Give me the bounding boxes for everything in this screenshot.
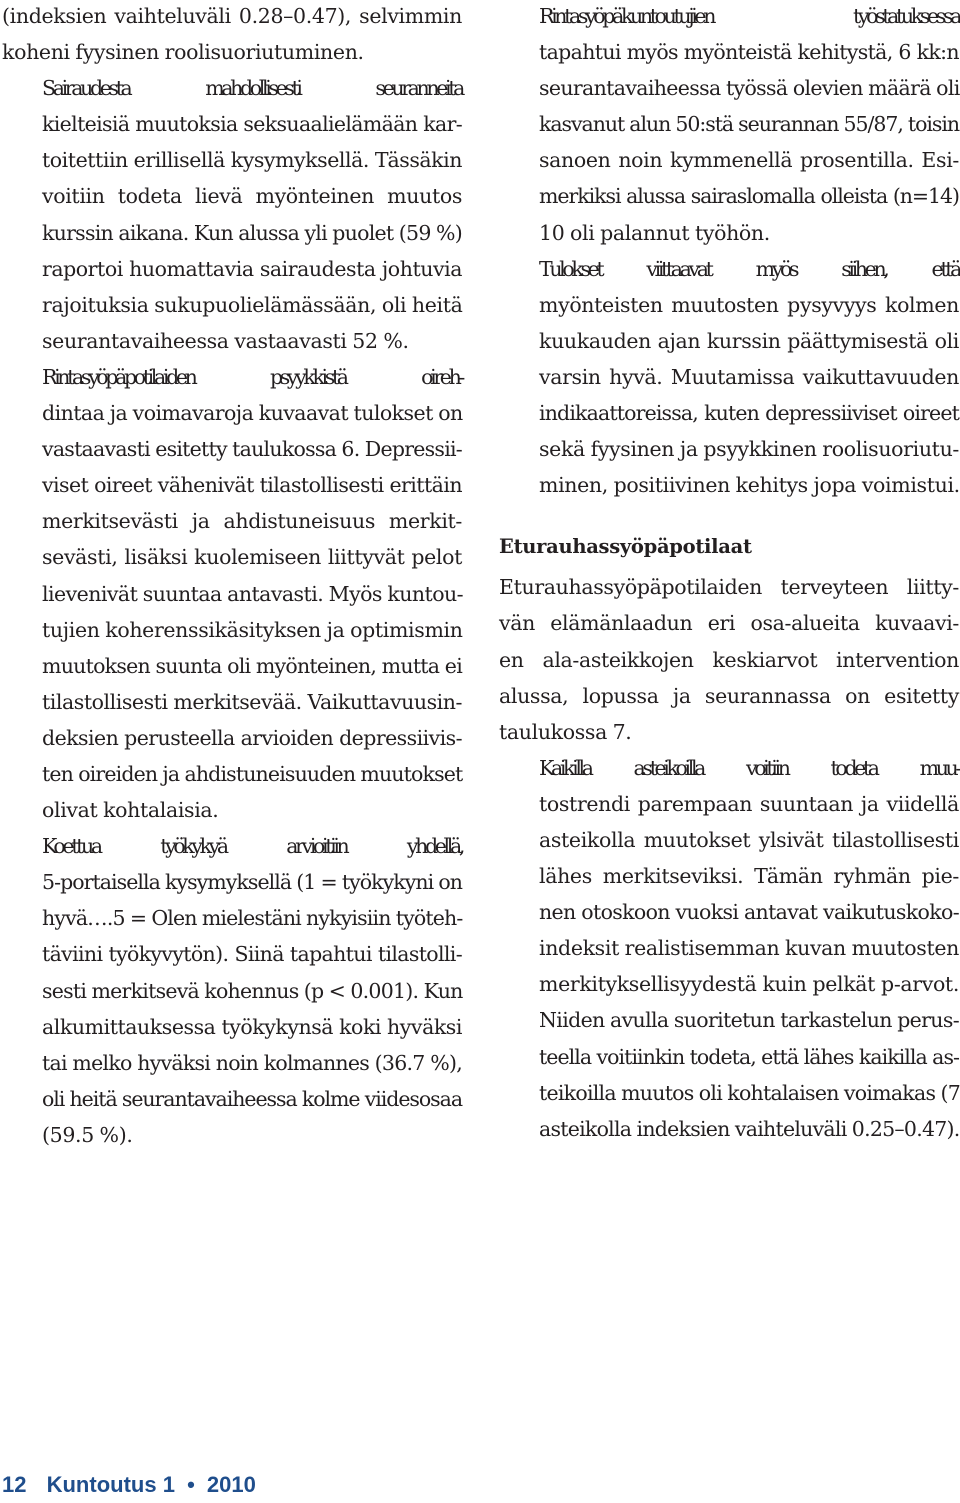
text-line: sevästi, lisäksi kuolemiseen liittyvät pelot	[42, 545, 462, 570]
text-line: kasvanut alun 50:stä seurannan 55/87, toisin	[539, 112, 959, 137]
issue-number: 1	[162, 1472, 175, 1497]
text-line: oli heitä seurantavaiheessa kolme viidesosaa	[42, 1086, 462, 1111]
paragraph	[499, 750, 959, 1147]
text-line: Eturauhassyöpäpotilaiden terveyteen liitty-	[499, 575, 959, 600]
text-line: alkumittauksessa työkykynsä koki hyväksi	[42, 1014, 462, 1039]
section-heading: Eturauhassyöpäpotilaat	[499, 535, 752, 559]
paragraph	[499, 569, 959, 749]
text-line: hyvä….5 = Olen mielestäni nykyisiin työteh-	[42, 906, 463, 931]
text-line: alussa, lopussa ja seurannassa on esitetty	[499, 683, 959, 708]
text-line: tilastollisesti merkitsevää. Vaikuttavuusin-	[42, 689, 462, 714]
text-line: tujien koherenssikäsityksen ja optimismin	[42, 617, 463, 642]
text-line: rajoituksia sukupuolielämässään, oli heitä	[42, 292, 463, 317]
text-line: asteikolla muutokset ylsivät tilastollisesti	[539, 827, 959, 852]
text-line: koheni fyysinen roolisuoriutuminen.	[2, 40, 364, 65]
text-line: raportoi huomattavia sairaudesta johtuvia	[42, 256, 462, 281]
text-line: taulukossa 7.	[499, 719, 632, 744]
text-line: täviini työkyvytön). Siinä tapahtui tilastolli-	[42, 942, 462, 967]
paragraph	[499, 0, 959, 251]
text-line: deksien perusteella arvioiden depressiivis-	[42, 725, 462, 750]
text-line: tapahtui myös myönteistä kehitystä, 6 kk:n	[539, 40, 959, 65]
page-footer	[2, 1470, 256, 1500]
text-line: (indeksien vaihteluväli 0.28–0.47), selvimmin	[2, 4, 462, 28]
journal-name: Kuntoutus	[46, 1472, 157, 1497]
text-line: Rintasyöpäkuntoutujien työstatuksessa	[539, 4, 959, 28]
text-line: olivat kohtalaisia.	[42, 798, 219, 823]
text-line: seurantavaiheessa vastaavasti 52 %.	[42, 328, 409, 353]
text-line: seurantavaiheessa työssä olevien määrä oli	[539, 76, 960, 101]
paragraph	[2, 70, 462, 359]
paragraph	[499, 251, 959, 504]
text-line: Rintasyöpäpotilaiden psyykkistä oireh-	[42, 364, 462, 389]
text-line: merkityksellisyydestä kuin pelkät p-arvot.	[539, 972, 959, 997]
text-line: muutoksen suunta oli myönteinen, mutta ei	[42, 653, 462, 678]
text-line: Sairaudesta mahdollisesti seuranneita	[42, 76, 462, 101]
paragraph	[2, 359, 462, 828]
text-line: Koettua työkykyä arvioitiin yhdellä,	[42, 834, 462, 859]
text-line: 10 oli palannut työhön.	[539, 220, 770, 245]
paragraph	[2, 828, 462, 1153]
text-line: vän elämänlaadun eri osa-alueita kuvaavi-	[499, 611, 959, 636]
text-line: toitettiin erillisellä kysymyksellä. Tässäkin	[42, 148, 462, 173]
text-line: lievenivät suuntaa antavasti. Myös kuntou-	[42, 581, 464, 606]
text-line: kielteisiä muutoksia seksuaalielämään kar-	[42, 112, 462, 137]
text-line: voitiin todeta lievä myönteinen muutos	[42, 184, 462, 209]
text-line: ten oireiden ja ahdistuneisuuden muutokset	[42, 761, 463, 786]
text-line: sesti merkitsevä kohennus (p < 0.001). Kun	[42, 978, 463, 1003]
text-line: tostrendi parempaan suuntaan ja viidellä	[539, 791, 959, 816]
text-line: minen, positiivinen kehitys jopa voimistui.	[539, 473, 960, 498]
text-line: indeksit realistisemman kuvan muutosten	[539, 936, 959, 961]
paragraph	[2, 0, 462, 70]
right-column	[499, 0, 959, 1147]
text-line: varsin hyvä. Muutamissa vaikuttavuuden	[539, 364, 959, 389]
text-line: nen otoskoon vuoksi antavat vaikutuskoko-	[539, 900, 959, 925]
text-line: sekä fyysinen ja psyykkinen roolisuoriutu-	[539, 437, 959, 462]
text-line: vastaavasti esitetty taulukossa 6. Depressii-	[42, 437, 462, 462]
text-line: Niiden avulla suoritetun tarkastelun perus-	[539, 1008, 959, 1033]
text-line: teella voitiinkin todeta, että lähes kaikilla as-	[539, 1044, 959, 1069]
text-line: lähes merkitseviksi. Tämän ryhmän pie-	[539, 864, 959, 889]
text-line: merkiksi alussa sairaslomalla olleista (n=14)	[539, 184, 959, 209]
text-line: viset oireet vähenivät tilastollisesti erittäin	[42, 473, 462, 498]
text-line: sanoen noin kymmenellä prosentilla. Esi-	[539, 148, 959, 173]
text-line: kurssin aikana. Kun alussa yli puolet (59 %)	[42, 220, 462, 245]
page-number: 12	[2, 1472, 27, 1497]
text-line: 5-portaisella kysymyksellä (1 = työkykyni on	[42, 870, 462, 895]
text-line: dintaa ja voimavaroja kuvaavat tulokset on	[42, 401, 463, 426]
text-line: myönteisten muutosten pysyvyys kolmen	[539, 292, 959, 317]
text-line: en ala-asteikkojen keskiarvot intervention	[499, 647, 959, 672]
text-line: kuukauden ajan kurssin päättymisestä oli	[539, 328, 959, 353]
text-line: tai melko hyväksi noin kolmannes (36.7 %),	[42, 1050, 462, 1075]
text-line: Kaikilla asteikoilla voitiin todeta muu-	[539, 755, 959, 780]
text-line: Tulokset viittaavat myös siihen, että	[539, 256, 959, 281]
left-column	[2, 0, 462, 1153]
text-line: (59.5 %).	[42, 1122, 133, 1147]
publication-year: 2010	[206, 1472, 256, 1497]
bullet-separator: •	[187, 1472, 195, 1497]
text-line: teikoilla muutos oli kohtalaisen voimakas (7	[539, 1080, 960, 1105]
text-line: merkitsevästi ja ahdistuneisuus merkit-	[42, 509, 462, 534]
text-line: indikaattoreissa, kuten depressiiviset oireet	[539, 401, 959, 426]
text-line: asteikolla indeksien vaihteluväli 0.25–0.47).	[539, 1116, 960, 1141]
